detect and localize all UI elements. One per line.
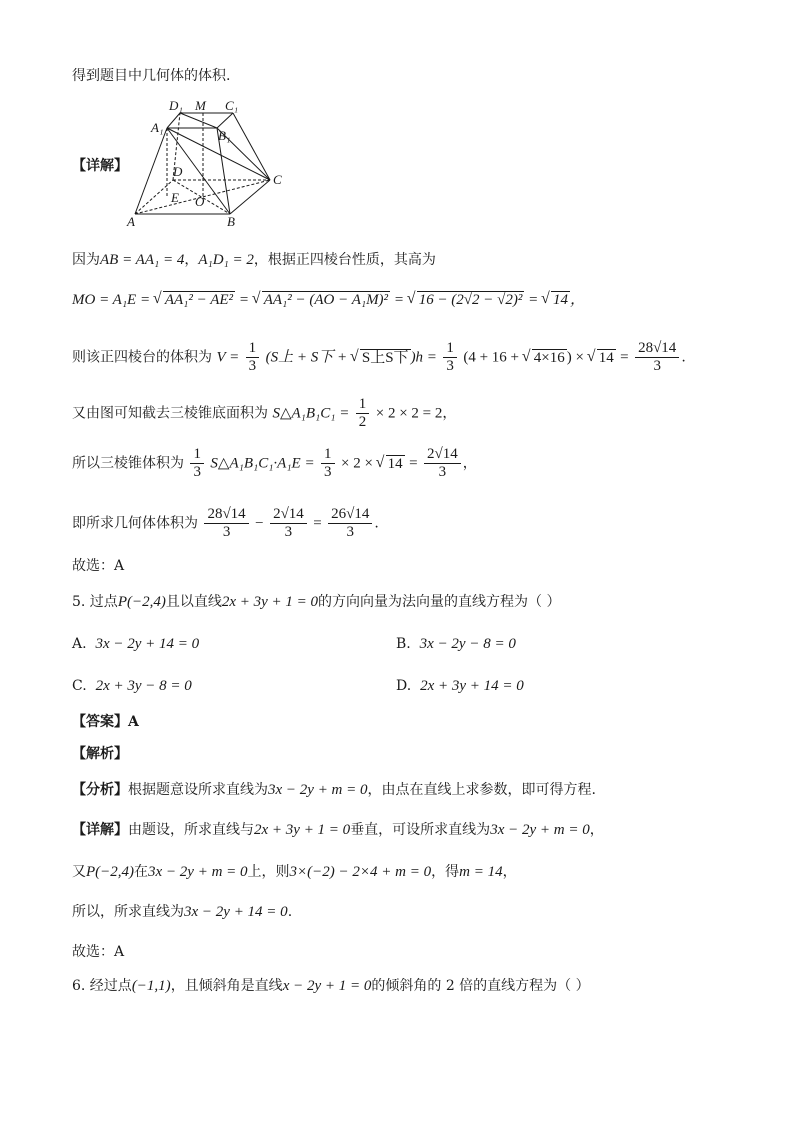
- label-e: E: [171, 190, 179, 205]
- final-volume-line: 即所求几何体体积为 $\frac{28√14}{3}$ − $\frac{2√14}{3}$ = $\frac{26√14}{3}$ .: [72, 506, 379, 540]
- label-d1: D₁: [169, 98, 183, 113]
- analysis-tag: 【解析】: [72, 746, 128, 762]
- height-intro-line: 因为AB = AA₁ = 4，A₁D₁ = 2，根据正四棱台性质，其高为: [72, 252, 436, 268]
- question-5: 5. 过点P(−2,4)且以直线2x + 3y + 1 = 0的方向向量为法向量的直线方程为（ ）: [72, 594, 561, 610]
- label-o: O: [195, 194, 205, 209]
- pyramid-volume-line: 所以三棱锥体积为 $\frac{1}{3}$ S△A₁B₁C₁·A₁E = $\frac{1}{3}$ × 2 × √ 14 = $\frac{2√14}{3}$ ，: [72, 446, 477, 481]
- label-m: M: [195, 98, 206, 113]
- question-6: 6. 经过点(−1,1)，且倾斜角是直线x − 2y + 1 = 0的倾斜角的 2 倍的直线方程为（ ）: [72, 978, 590, 994]
- option-d[interactable]: D. 2x + 3y + 14 = 0: [396, 678, 524, 694]
- answer-tag: 【答案】A: [72, 714, 139, 730]
- label-b1: B₁: [218, 128, 231, 143]
- detail-tag: 【详解】: [72, 158, 128, 174]
- edge-b-c: [230, 180, 270, 214]
- volume-formula-line: 则该正四棱台的体积为 V = $\frac{1}{3}$ (S上 + S下 + √ S上S下 )h = $\frac{1}{3}$ (4 + 16 + √ 4×16 ) × √ 14 = $\frac{28√14}{3}$ .: [72, 340, 686, 375]
- intro-text: 得到题目中几何体的体积.: [72, 68, 231, 84]
- label-d: D: [173, 164, 183, 179]
- edge-c-c1: [233, 113, 270, 180]
- label-c1: C₁: [225, 98, 239, 113]
- option-b[interactable]: B. 3x − 2y − 8 = 0: [396, 636, 516, 652]
- label-a1: A₁: [151, 120, 164, 135]
- analysis-line: 【分析】根据题意设所求直线为3x − 2y + m = 0，由点在直线上求参数，即可得方程.: [72, 782, 596, 798]
- edge-a-a1: [135, 128, 167, 214]
- edge-a1-d1: [167, 113, 180, 128]
- choose-answer-1: 故选：A: [72, 558, 125, 574]
- line-a1-b1-diag: [180, 113, 217, 128]
- option-a[interactable]: A. 3x − 2y + 14 = 0: [72, 636, 200, 652]
- base-area-line: 又由图可知截去三棱锥底面积为 S△A₁B₁C₁ = $\frac{1}{2}$ × 2 × 2 = 2，: [72, 396, 457, 430]
- edge-b1-c1: [217, 113, 233, 128]
- label-c: C: [273, 172, 282, 187]
- option-c[interactable]: C. 2x + 3y − 8 = 0: [72, 678, 192, 694]
- choose-answer-2: 故选：A: [72, 944, 125, 960]
- frustum-figure: [125, 98, 295, 230]
- height-formula-line: MO = A₁E = √ AA₁² − AE² = √ AA₁² − (AO − A₁M)² = √ 16 − (2√2 − √2)² = √ 14 ，: [72, 290, 585, 310]
- label-b: B: [227, 214, 235, 229]
- label-a: A: [127, 214, 135, 229]
- detail-line-2: 又P(−2,4)在3x − 2y + m = 0上，则3×(−2) − 2×4 + m = 0，得m = 14，: [72, 864, 517, 880]
- detail-line-1: 【详解】由题设，所求直线与2x + 3y + 1 = 0垂直，可设所求直线为3x − 2y + m = 0，: [72, 822, 604, 838]
- detail-line-3: 所以，所求直线为3x − 2y + 14 = 0.: [72, 904, 293, 920]
